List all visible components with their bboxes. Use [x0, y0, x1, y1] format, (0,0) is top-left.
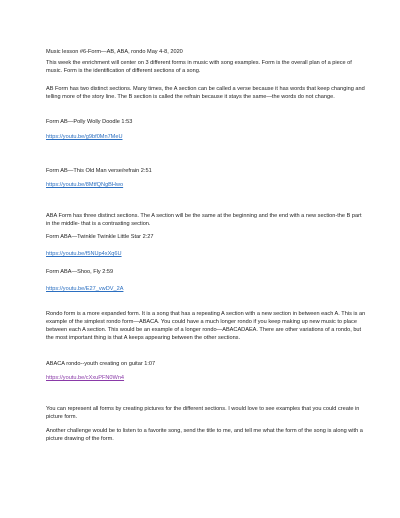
document-title: Music lesson #6-Form—AB, ABA, rondo May 4-8, 2020 [46, 49, 183, 55]
example-link-this-old-man[interactable]: https://youtu.be/8MtfQNgBHwo [46, 182, 124, 188]
ab-form-paragraph: AB Form has two distinct sections. Many times, the A section can be called a verse because it has words that keep changing and telling more of the story line. The B section is called the refrain because it stays the same—the words do not change. [46, 86, 365, 100]
challenge-paragraph: Another challenge would be to listen to a favorite song, send the title to me, and tell me what the form of the song is along with a picture drawing of the form. [46, 428, 363, 442]
example-label-polly-wolly: Form AB—Polly Wolly Doodle 1:53 [46, 119, 133, 125]
example-label-twinkle: Form ABA—Twinkle Twinkle Little Star 2:27 [46, 234, 154, 240]
example-link-abaca-rondo[interactable]: https://youtu.be/cXxuPFN0Wn4 [46, 375, 125, 381]
intro-paragraph: This week the enrichment will center on 3 different forms in music with song examples. Form is the overall plan of a piece of music. Form is the identification of different sections of a song. [46, 60, 352, 74]
example-link-twinkle[interactable]: https://youtu.be/f5NUp4xXq6U [46, 251, 122, 257]
example-link-shoo-fly[interactable]: https://youtu.be/E27_vwDV_2A [46, 286, 124, 292]
rondo-form-paragraph: Rondo form is a more expanded form. It is a song that has a repeating A section with a new section in between each A. This is an example of the simplest rondo form—ABACA. You could have a much longer rondo if you keep making up new music to place between each A section. This would be an example of a longer rondo—ABACADAEA. There are other variations of a rondo, but the most important thing is that A keeps appearing between the other sections. [46, 311, 366, 341]
pictures-paragraph: You can represent all forms by creating pictures for the different sections. I would love to see examples that you could create in picture form. [46, 406, 360, 420]
example-link-polly-wolly[interactable]: https://youtu.be/g9bf0Mn7MeU [46, 134, 123, 140]
example-label-shoo-fly: Form ABA—Shoo, Fly 2:59 [46, 269, 114, 275]
example-label-this-old-man: Form AB—This Old Man verse/refrain 2:51 [46, 168, 152, 174]
example-label-abaca-rondo: ABACA rondo--youth creating on guitar 1:07 [46, 361, 156, 367]
aba-form-paragraph: ABA Form has three distinct sections. The A section will be the same at the beginning and the end with a new section-the B part in the middle- that is a contrasting section. [46, 213, 362, 227]
